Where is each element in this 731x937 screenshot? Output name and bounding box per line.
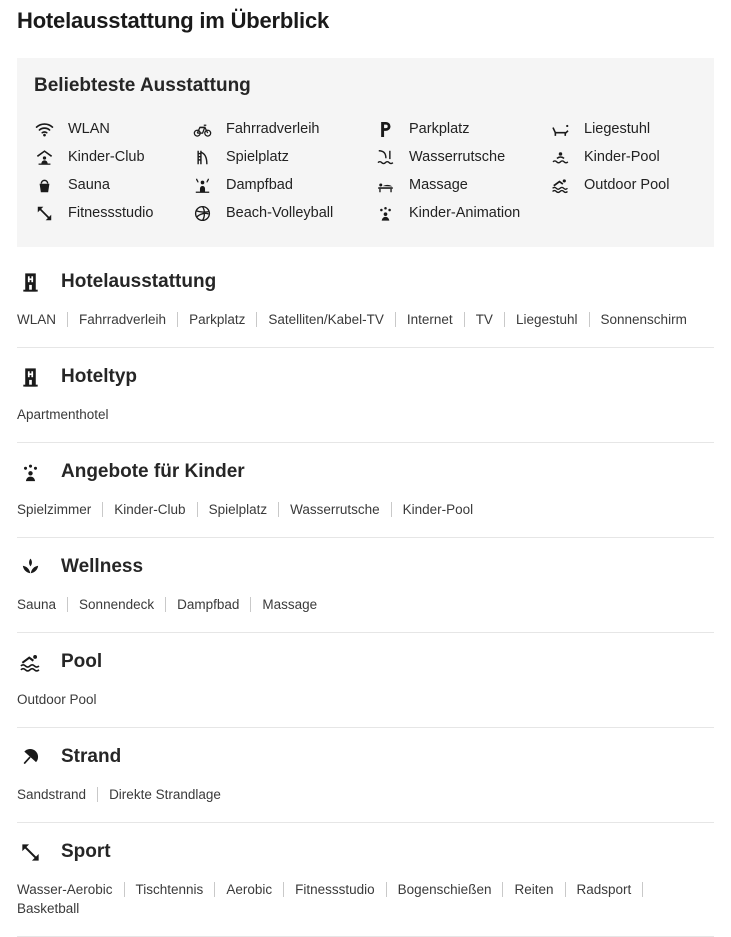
section-items (17, 880, 714, 918)
popular-item (550, 171, 697, 199)
amenity-item: Bogenschießen (397, 882, 492, 897)
amenity-item: Reiten (514, 882, 554, 897)
item-separator (502, 882, 503, 897)
popular-item (192, 199, 375, 227)
popular-item (192, 143, 375, 171)
item-separator (395, 312, 396, 327)
section-header (17, 270, 714, 294)
section-header (17, 460, 714, 484)
amenity-item: Fahrradverleih (79, 312, 167, 327)
item-separator (97, 787, 98, 802)
hotel-icon (17, 270, 43, 294)
item-separator (165, 597, 166, 612)
popular-item (34, 115, 192, 143)
amenity-item: Outdoor Pool (17, 692, 97, 707)
page-title: Hotelausstattung im Überblick (17, 8, 330, 33)
popular-item-label: Beach-Volleyball (226, 205, 334, 221)
popular-item (550, 115, 697, 143)
section-items (17, 595, 714, 614)
popular-column (375, 115, 550, 227)
wifi-icon (34, 119, 54, 139)
item-separator (386, 882, 387, 897)
amenity-item: Sonnenschirm (600, 312, 687, 327)
amenity-item: Internet (406, 312, 453, 327)
amenity-item: Wasser-Aerobic (17, 882, 113, 897)
amenity-item: Radsport (576, 882, 632, 897)
popular-item (34, 171, 192, 199)
sun-lounger-icon (550, 119, 570, 139)
fitness-icon (34, 203, 54, 223)
amenity-item: Sonnendeck (79, 597, 155, 612)
section-items (17, 405, 714, 424)
popular-item-label: Wasserrutsche (409, 149, 506, 165)
popular-item-label: Spielplatz (226, 149, 289, 165)
section-items (17, 690, 714, 709)
popular-item-label: Parkplatz (409, 121, 470, 137)
item-separator (589, 312, 590, 327)
item-separator (124, 882, 125, 897)
amenity-item: Wasserrutsche (290, 502, 380, 517)
section-hoteltyp (17, 348, 714, 443)
section-hotelausstattung (17, 247, 714, 348)
amenity-item: TV (475, 312, 493, 327)
item-separator (283, 882, 284, 897)
popular-column (192, 115, 375, 227)
section-title: Sport (61, 841, 111, 862)
kids-pool-icon (550, 147, 570, 167)
popular-item-label: Massage (409, 177, 468, 193)
bicycle-icon (192, 119, 212, 139)
outdoor-pool-icon (17, 650, 43, 674)
item-separator (102, 502, 103, 517)
section-header (17, 840, 714, 864)
popular-item (34, 143, 192, 171)
massage-icon (375, 175, 395, 195)
volleyball-icon (192, 203, 212, 223)
popular-item (375, 143, 550, 171)
section-angebote-für-kinder (17, 443, 714, 538)
waterslide-icon (375, 147, 395, 167)
amenity-item: Satelliten/Kabel-TV (268, 312, 384, 327)
popular-item-label: Outdoor Pool (584, 177, 670, 193)
amenity-item: Sauna (17, 597, 57, 612)
amenity-item: Kinder-Pool (402, 502, 474, 517)
amenity-item: Liegestuhl (515, 312, 578, 327)
item-separator (250, 597, 251, 612)
amenity-item: Spielplatz (208, 502, 268, 517)
popular-item (550, 143, 697, 171)
item-separator (67, 597, 68, 612)
popular-item-label: WLAN (68, 121, 110, 137)
section-header (17, 555, 714, 579)
section-header (17, 650, 714, 674)
amenity-item: Parkplatz (189, 312, 246, 327)
amenity-item: Massage (262, 597, 318, 612)
popular-amenities-title: Beliebteste Ausstattung (34, 75, 251, 96)
item-separator (565, 882, 566, 897)
fitness-icon (17, 840, 43, 864)
amenity-item: Spielzimmer (17, 502, 92, 517)
popular-amenities-box (17, 58, 714, 247)
item-separator (256, 312, 257, 327)
amenity-item: Aerobic (226, 882, 273, 897)
section-pool (17, 633, 714, 728)
item-separator (504, 312, 505, 327)
section-title: Wellness (61, 556, 144, 577)
hotel-amenities-page (0, 8, 731, 937)
amenity-item: Sandstrand (17, 787, 87, 802)
section-title: Strand (61, 746, 122, 767)
popular-item-label: Sauna (68, 177, 110, 193)
item-separator (642, 882, 643, 897)
popular-item-label: Liegestuhl (584, 121, 651, 137)
section-title: Hoteltyp (61, 366, 137, 387)
popular-column (550, 115, 697, 227)
amenity-item: Apartmenthotel (17, 407, 109, 422)
popular-item-label: Fitnessstudio (68, 205, 154, 221)
amenity-item: Basketball (17, 901, 80, 916)
section-title: Hotelausstattung (61, 271, 217, 292)
popular-amenities-grid (34, 115, 697, 227)
beach-umbrella-icon (17, 745, 43, 769)
playground-icon (192, 147, 212, 167)
popular-item (34, 199, 192, 227)
kids-club-icon (34, 147, 54, 167)
section-items (17, 310, 714, 329)
item-separator (197, 502, 198, 517)
popular-item (375, 115, 550, 143)
item-separator (278, 502, 279, 517)
amenity-item: Kinder-Club (114, 502, 186, 517)
popular-column (34, 115, 192, 227)
amenity-item: Tischtennis (135, 882, 204, 897)
section-header (17, 365, 714, 389)
section-items (17, 785, 714, 804)
outdoor-pool-icon (550, 175, 570, 195)
amenity-item: Direkte Strandlage (109, 787, 221, 802)
section-header (17, 745, 714, 769)
amenity-item: WLAN (17, 312, 57, 327)
steam-bath-icon (192, 175, 212, 195)
parking-icon (375, 119, 395, 139)
section-strand (17, 728, 714, 823)
popular-item-label: Fahrradverleih (226, 121, 320, 137)
item-separator (177, 312, 178, 327)
section-title: Pool (61, 651, 103, 672)
popular-item (192, 171, 375, 199)
section-items (17, 500, 714, 519)
hotel-icon (17, 365, 43, 389)
popular-item-label: Dampfbad (226, 177, 293, 193)
popular-item-label: Kinder-Animation (409, 205, 521, 221)
amenity-item: Fitnessstudio (295, 882, 375, 897)
popular-item (192, 115, 375, 143)
popular-item (375, 199, 550, 227)
sauna-icon (34, 175, 54, 195)
item-separator (214, 882, 215, 897)
amenity-sections (17, 247, 714, 937)
item-separator (464, 312, 465, 327)
kids-animation-icon (17, 460, 43, 484)
item-separator (67, 312, 68, 327)
popular-item (375, 171, 550, 199)
item-separator (391, 502, 392, 517)
kids-animation-icon (375, 203, 395, 223)
amenity-item: Dampfbad (177, 597, 240, 612)
spa-icon (17, 555, 43, 579)
popular-item-label: Kinder-Pool (584, 149, 660, 165)
section-wellness (17, 538, 714, 633)
popular-item-label: Kinder-Club (68, 149, 145, 165)
section-sport (17, 823, 714, 937)
section-title: Angebote für Kinder (61, 461, 245, 482)
